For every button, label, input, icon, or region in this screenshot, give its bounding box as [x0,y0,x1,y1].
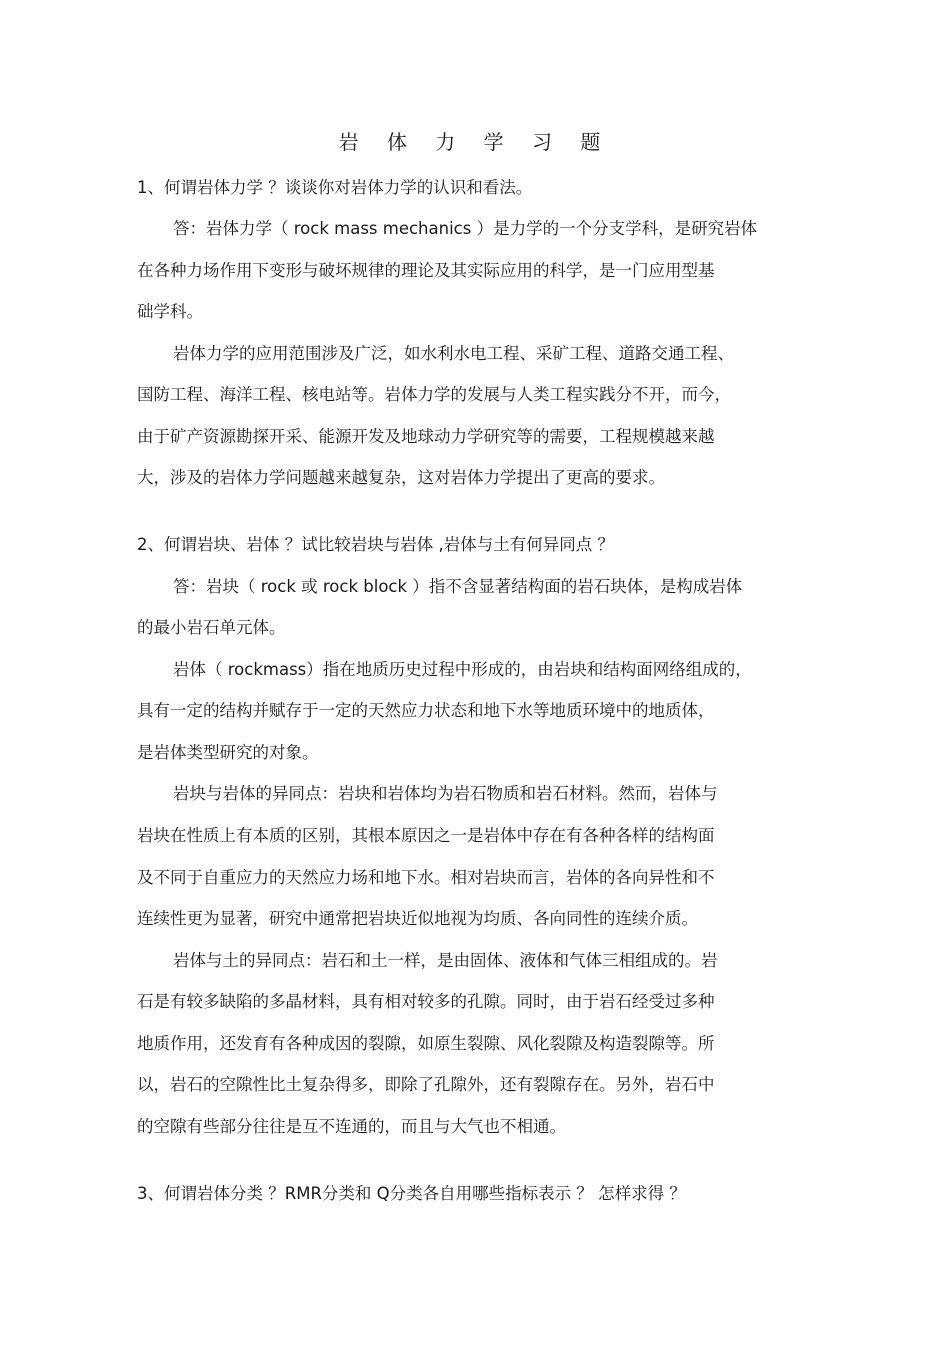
text-line: 础学科。 [137,302,203,321]
document-title: 岩 体 力 学 习 题 [338,130,612,154]
text-line: 由于矿产资源勘探开采、能源开发及地球动力学研究等的需要，工程规模越来越 [137,427,715,446]
text-line: 的最小岩石单元体。 [137,618,286,637]
text-line: 大，涉及的岩体力学问题越来越复杂，这对岩体力学提出了更高的要求。 [137,468,665,487]
text-line: 答：岩体力学（ rock mass mechanics ）是力学的一个分支学科，是研究岩体 [173,219,758,238]
text-line: 石是有较多缺陷的多晶材料，具有相对较多的孔隙。同时，由于岩石经受过多种 [137,992,715,1011]
text-line: 以，岩石的空隙性比土复杂得多，即除了孔隙外，还有裂隙存在。另外，岩石中 [137,1075,715,1094]
text-line: 地质作用，还发育有各种成因的裂隙，如原生裂隙、风化裂隙及构造裂隙等。所 [137,1034,715,1053]
text-line: 岩块在性质上有本质的区别，其根本原因之一是岩体中存在有各种各样的结构面 [137,826,715,845]
text-line: 岩块与岩体的异同点：岩块和岩体均为岩石物质和岩石材料。然而，岩体与 [173,784,718,803]
text-line: 岩体力学的应用范围涉及广泛，如水利水电工程、采矿工程、道路交通工程、 [173,344,734,363]
text-line: 2、何谓岩块、岩体 ？试比较岩块与岩体 ,岩体与土有何异同点 ？ [137,535,614,554]
text-line: 岩体与土的异同点：岩石和土一样，是由固体、液体和气体三相组成的。岩 [173,951,718,970]
text-line: 在各种力场作用下变形与破坏规律的理论及其实际应用的科学，是一门应用型基 [137,261,715,280]
text-line: 连续性更为显著，研究中通常把岩块近似地视为均质、各向同性的连续介质。 [137,909,698,928]
text-line: 具有一定的结构并赋存于一定的天然应力状态和地下水等地质环境中的地质体， [137,701,715,720]
text-line: 答：岩块（ rock 或 rock block ）指不含显著结构面的岩石块体，是构成岩体 [173,577,743,596]
text-line: 的空隙有些部分往往是互不连通的，而且与大气也不相通。 [137,1117,566,1136]
text-line: 3、何谓岩体分类 ？RMR分类和 Q分类各自用哪些指标表示 ？ 怎样求得 ？ [137,1184,686,1203]
text-line: 及不同于自重应力的天然应力场和地下水。相对岩块而言，岩体的各向异性和不 [137,868,715,887]
text-line: 国防工程、海洋工程、核电站等。岩体力学的发展与人类工程实践分不开，而今， [137,385,731,404]
text-line: 岩体（ rockmass）指在地质历史过程中形成的，由岩块和结构面网络组成的， [173,660,752,679]
text-line: 1、何谓岩体力学 ？谈谈你对岩体力学的认识和看法。 [137,178,533,197]
text-line: 是岩体类型研究的对象。 [137,743,319,762]
